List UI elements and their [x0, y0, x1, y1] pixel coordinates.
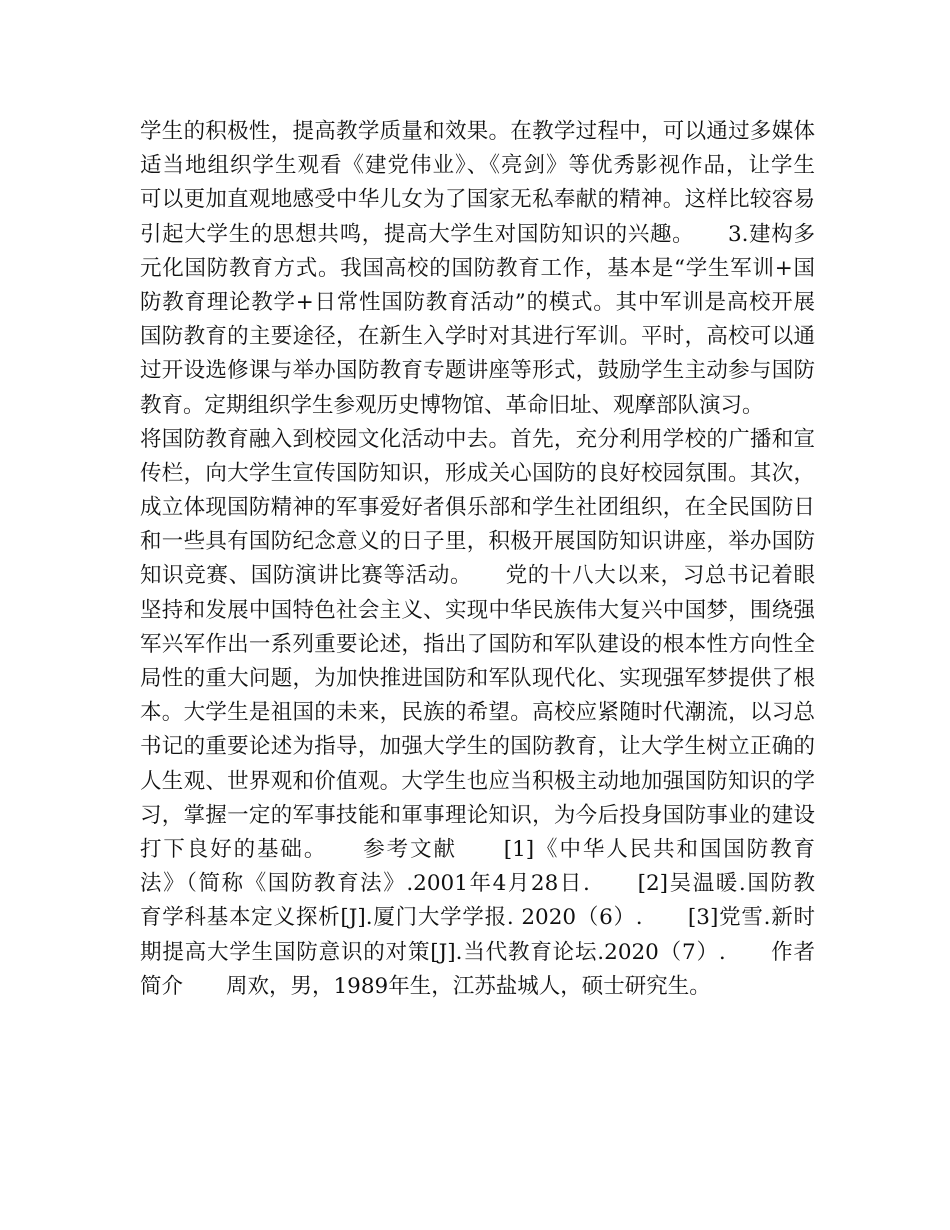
text-line: 习，掌握一定的军事技能和軍事理论知识，为今后投身国防事业的建设: [140, 802, 815, 828]
text-line: 学生的积极性，提高教学质量和效果。在教学过程中，可以通过多媒体: [140, 119, 815, 144]
text-line: 和一些具有国防纪念意义的日子里，积极开展国防知识讲座，举办国防: [140, 529, 815, 555]
text-line: 简介 周欢，男，1989年生，江苏盐城人，硕士研究生。: [140, 973, 711, 999]
text-line: 成立体现国防精神的军事爱好者俱乐部和学生社团组织，在全民国防日: [140, 495, 815, 521]
text-line: 人生观、世界观和价值观。大学生也应当积极主动地加强国防知识的学: [140, 768, 815, 794]
text-line: 书记的重要论述为指导，加强大学生的国防教育，让大学生树立正确的: [140, 734, 815, 760]
text-line: 育学科基本定义探析[J].厦门大学学报. 2020（6）. [3]党雪.新时: [140, 905, 815, 931]
text-line: 知识竞赛、国防演讲比赛等活动。 党的十八大以来，习总书记着眼: [140, 563, 815, 589]
text-line: 局性的重大问题，为加快推进国防和军队现代化、实现强军梦提供了根: [140, 666, 815, 691]
text-line: 引起大学生的思想共鸣，提高大学生对国防知识的兴趣。 3.建构多: [140, 221, 815, 247]
text-line: 期提高大学生国防意识的对策[J].当代教育论坛.2020（7）. 作者: [140, 939, 815, 965]
text-line: 将国防教育融入到校园文化活动中去。首先，充分利用学校的广播和宣: [140, 426, 815, 452]
text-line: 本。大学生是祖国的未来，民族的希望。高校应紧随时代潮流，以习总: [140, 700, 815, 726]
text-line: 防教育理论教学+日常性国防教育活动”的模式。其中军训是高校开展: [140, 289, 815, 315]
text-line: 法》（简称《国防教育法》.2001年4月28日. [2]吴温暖.国防教: [140, 871, 815, 897]
text-line: 教育。定期组织学生参观历史博物馆、革命旧址、观摩部队演习。: [140, 392, 764, 418]
text-line: 适当地组织学生观看《建党伟业》、《亮剑》等优秀影视作品，让学生: [140, 153, 815, 179]
text-line: 可以更加直观地感受中华儿女为了国家无私奉献的精神。这样比较容易: [140, 187, 815, 213]
body-text: [140, 115, 815, 1004]
text-line: 坚持和发展中国特色社会主义、实现中华民族伟大复兴中国梦，围绕强: [140, 597, 815, 623]
text-line: 传栏，向大学生宣传国防知识，形成关心国防的良好校园氛围。其次，: [140, 460, 815, 486]
text-line: 国防教育的主要途径，在新生入学时对其进行军训。平时，高校可以通: [140, 324, 815, 350]
text-line: 元化国防教育方式。我国高校的国防教育工作，基本是“学生军训+国: [140, 255, 815, 281]
text-line: 打下良好的基础。 参考文献 [1]《中华人民共和国国防教育: [140, 836, 815, 862]
text-line: 过开设选修课与举办国防教育专题讲座等形式，鼓励学生主动参与国防: [140, 358, 815, 384]
text-line: 军兴军作出一系列重要论述，指出了国防和军队建设的根本性方向性全: [140, 631, 815, 657]
